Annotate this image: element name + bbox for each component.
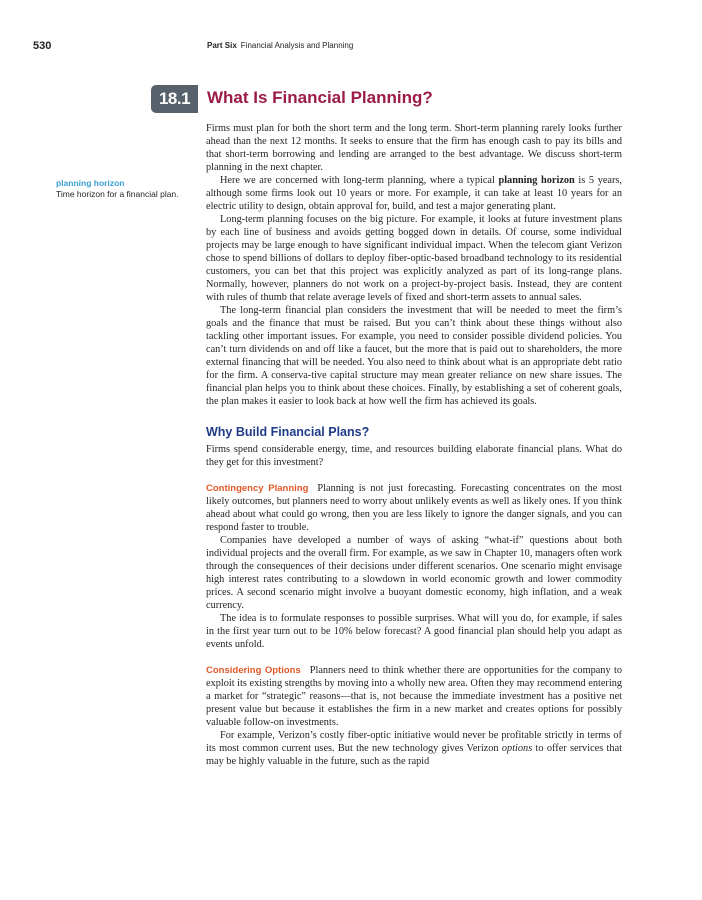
part-header [207, 41, 353, 50]
paragraph: Firms spend considerable energy, time, and resources building elaborate financial plans. What do they get for this investment? [206, 444, 622, 468]
run-in-heading: Considering Options [206, 665, 301, 676]
key-term: planning horizon [498, 175, 575, 186]
section-number-badge: 18.1 [151, 85, 198, 113]
text-run: For example, Verizon’s costly fiber-optic initiative would never be profitable strictly in terms of its most common current uses. But the new technology gives Verizon [206, 730, 622, 754]
run-in-heading: Contingency Planning [206, 483, 309, 494]
page-number: 530 [33, 40, 52, 52]
part-label: Part Six [207, 41, 237, 50]
text-run: is 5 years, although some firms look out 10 years or more. For example, it can take at least 10 years for an electric utility to design, obtain approval for, build, and test a major generating plant. [206, 175, 622, 212]
subsection-heading: Why Build Financial Plans? [206, 425, 370, 439]
paragraph: Companies have developed a number of ways of asking “what-if” questions about both individual projects and the overall firm. For example, as we saw in Chapter 10, managers often work through the consequences of their decisions under different scenarios. One scenario might envisage high interest rates contributing to a slowdown in world economic growth and lower commodity prices. A second scenario might involve a buoyant domestic economy, high inflation, and a weak currency. [206, 535, 622, 611]
glossary-definition: Time horizon for a financial plan. [56, 189, 179, 199]
paragraph [206, 664, 622, 729]
text-run: Planners need to think whether there are opportunities for the company to exploit its existing strengths by moving into a wholly new area. Often they may recommend entering a market for “strategic” reasons—that is, not because the immediate investment has a positive net present value but because it establishes the firm in a new market and creates options for possibly valuable follow-on investments. [206, 665, 622, 728]
margin-glossary-note [56, 178, 184, 200]
paragraph: Long-term planning focuses on the big picture. For example, it looks at future investment plans by each line of business and avoids getting bogged down in details. Of course, some individual projects may be large enough to have significant individual impact. When the telecom giant Verizon chose to spend billions of dollars to deploy fiber-optic-based broadband technology to its residential customers, you can bet that this project was explicitly analyzed as part of its long-range plans. Normally, however, planners do not work on a project-by-project basis. Instead, they are content with rules of thumb that relate average levels of fixed and short-term assets to annual sales. [206, 214, 622, 303]
paragraph: The idea is to formulate responses to possible surprises. What will you do, for example, if sales in the first year turn out to be 10% below forecast? A good financial plan should help you adapt as events unfold. [206, 613, 622, 650]
running-header [0, 0, 702, 60]
section-title: What Is Financial Planning? [207, 88, 433, 107]
emphasis: options [501, 743, 533, 754]
paragraph [206, 482, 622, 534]
part-title: Financial Analysis and Planning [240, 41, 354, 50]
paragraph [206, 174, 622, 213]
paragraph [206, 729, 622, 768]
text-run: Here we are concerned with long-term planning, where a typical [220, 175, 499, 186]
main-text-column [206, 122, 622, 768]
paragraph: The long-term financial plan considers the investment that will be needed to meet the firm’s goals and the finance that must be raised. But you can’t think about these things without also tackling other important issues. For example, you need to consider possible dividend policies. You can’t turn dividends on and off like a faucet, but the more that is paid out to shareholders, the more external financing that will be needed. You also need to think about what is an appropriate debt ratio for the firm. A conserva-tive capital structure may mean greater reliance on new share issues. The financial plan helps you to think about these choices. Finally, by establishing a set of coherent goals, the plan makes it easier to look back at how well the firm has achieved its goals. [206, 305, 622, 407]
text-run: Planning is not just forecasting. Forecasting concentrates on the most likely outcomes, but planners need to worry about unlikely events as well as likely ones. If you think ahead about what could go wrong, then you are less likely to ignore the danger signals, and you can respond faster to trouble. [206, 483, 622, 533]
glossary-term: planning horizon [56, 178, 125, 188]
paragraph: Firms must plan for both the short term and the long term. Short-term planning rarely looks further ahead than the next 12 months. It seeks to ensure that the firm has enough cash to pay its bills and that short-term borrowing and lending are arranged to the best advantage. We discuss short-term planning in the next chapter. [206, 123, 622, 173]
text-run: to offer services that may be highly valuable in the future, such as the rapid [206, 743, 622, 767]
